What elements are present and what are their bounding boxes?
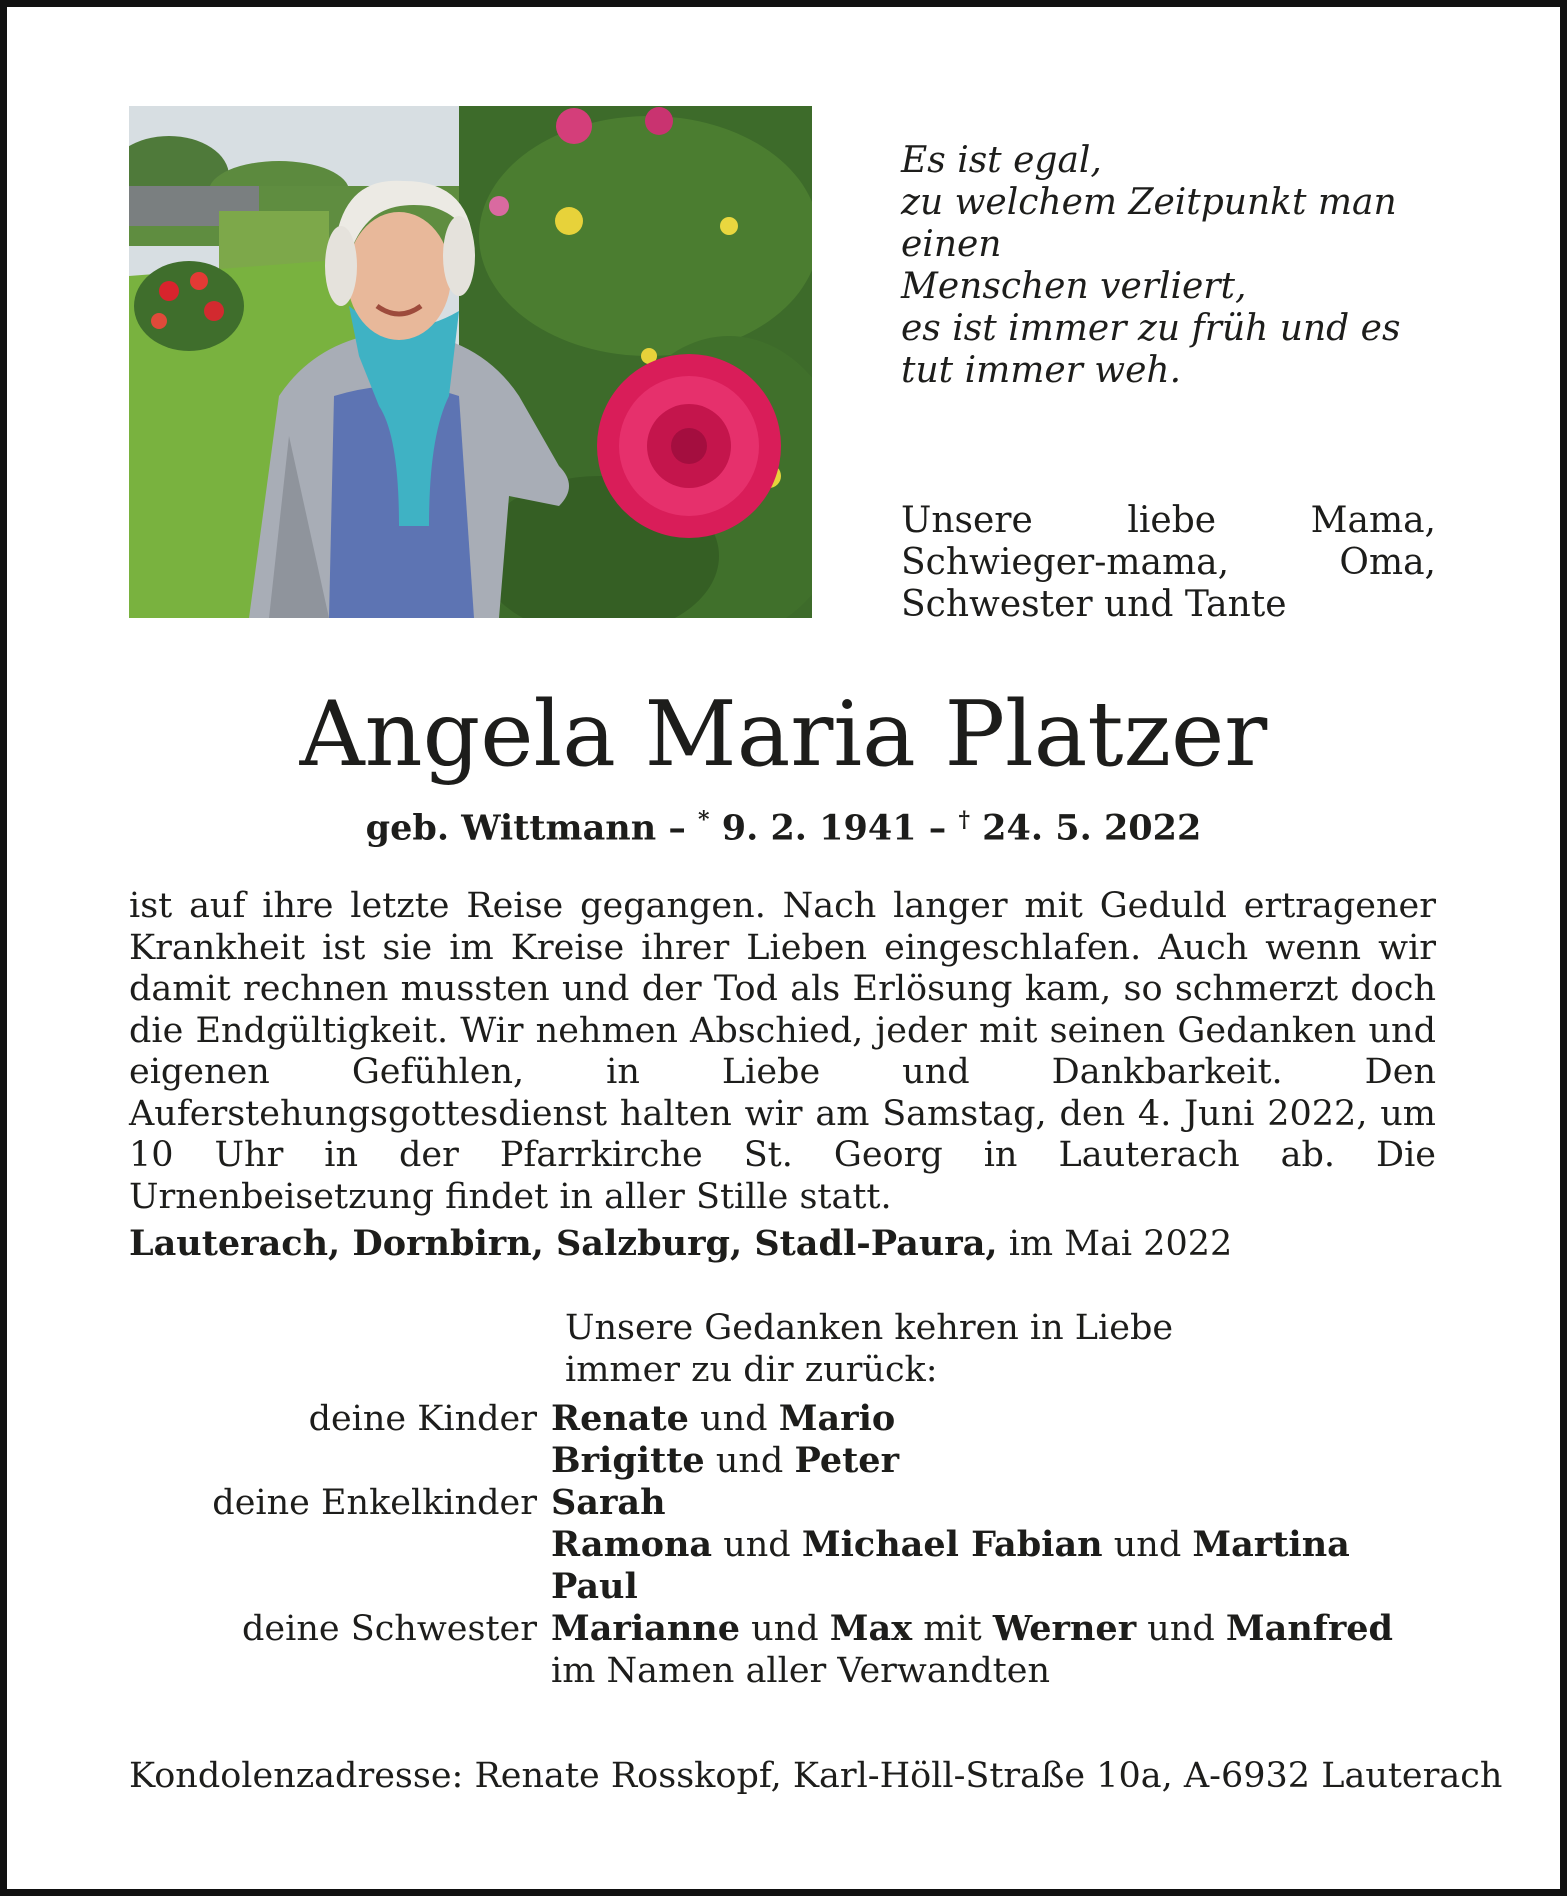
family-row [129, 1398, 1479, 1440]
sister-label: deine Schwester [242, 1609, 537, 1649]
family-row [129, 1440, 1479, 1482]
children-row-1 [551, 1398, 1479, 1440]
death-symbol: † [958, 807, 970, 833]
quote-line: Es ist egal, [901, 140, 1102, 181]
quote [901, 140, 1461, 392]
children-row-2 [551, 1440, 1479, 1482]
family-row [129, 1482, 1479, 1524]
condolence-address: Kondolenzadresse: Renate Rosskopf, Karl-Höll-Straße 10a, A-6932 Lauterach [129, 1756, 1503, 1796]
family-row [129, 1566, 1479, 1608]
deceased-name: Angela Maria Platzer [299, 682, 1268, 787]
obituary-body: ist auf ihre letzte Reise gegangen. Nach langer mit Geduld ertragener Krankheit ist sie im Kreise ihrer Lieben eingeschlafen. Auch wenn wir damit rechnen mussten und der Tod als Erlösung kam, so schmerzt doch die Endgültigkeit. Wir nehmen Abschied, jeder mit seinen Gedanken und eigenen Gefühlen, in Liebe und Dankbarkeit. Den Auferstehungsgottesdienst halten wir am Samstag, den 4. Juni 2022, um 10 Uhr in der Pfarrkirche St. Georg in Lauterach ab. Die Urnenbeisetzung findet in aller Stille statt. [129, 886, 1436, 1217]
conjunction: und [700, 1399, 768, 1439]
birth-name: geb. Wittmann – [365, 807, 686, 849]
family-member: Max [829, 1608, 913, 1649]
intro-text: Unsere liebe Mama, Schwieger-mama, Oma, Schwester und Tante [901, 500, 1436, 625]
family-member: Renate [551, 1398, 689, 1439]
family-member: Sarah [551, 1482, 666, 1523]
places-line [129, 1222, 1232, 1266]
conjunction: und [715, 1441, 784, 1481]
family-member: Brigitte [551, 1440, 705, 1481]
conjunction: mit [923, 1609, 982, 1649]
family-member: Marianne [551, 1608, 740, 1649]
grandchildren-label: deine Enkelkinder [212, 1483, 537, 1523]
family-row [129, 1608, 1479, 1650]
conjunction: und [751, 1609, 819, 1649]
places-date: im Mai 2022 [1008, 1224, 1233, 1264]
family-member: Martina [1192, 1524, 1350, 1565]
death-date: 24. 5. 2022 [982, 807, 1202, 849]
family-list [129, 1398, 1479, 1692]
birth-symbol: * [698, 807, 710, 833]
family-member: Manfred [1225, 1608, 1394, 1649]
thoughts-line: Unsere Gedanken kehren in Liebe [565, 1308, 1174, 1348]
family-row [129, 1524, 1479, 1566]
family-member: Mario [778, 1398, 896, 1439]
family-member: Ramona [551, 1524, 713, 1565]
family-member: Michael Fabian [801, 1524, 1103, 1565]
family-member: Werner [992, 1608, 1137, 1649]
family-member: Paul [551, 1566, 638, 1607]
quote-line: Menschen verliert, [901, 266, 1247, 307]
birth-date: 9. 2. 1941 [721, 807, 917, 849]
conjunction: und [1113, 1525, 1182, 1565]
quote-line: es ist immer zu früh und es [901, 308, 1401, 349]
quote-line: zu welchem Zeitpunkt man einen [901, 182, 1397, 265]
thoughts-line: immer zu dir zurück: [565, 1350, 938, 1390]
conjunction: und [1147, 1609, 1215, 1649]
family-member: Peter [794, 1440, 900, 1481]
conjunction: und [723, 1525, 791, 1565]
thoughts [565, 1307, 1173, 1391]
children-label: deine Kinder [308, 1399, 537, 1439]
quote-line: tut immer weh. [901, 350, 1182, 391]
portrait-photo [129, 106, 812, 618]
places-cities: Lauterach, Dornbirn, Salzburg, Stadl-Paura, [129, 1223, 998, 1264]
relatives-line: im Namen aller Verwandten [551, 1651, 1050, 1691]
date-separator: – [928, 807, 947, 849]
family-row [129, 1650, 1479, 1692]
life-dates [0, 798, 1567, 851]
